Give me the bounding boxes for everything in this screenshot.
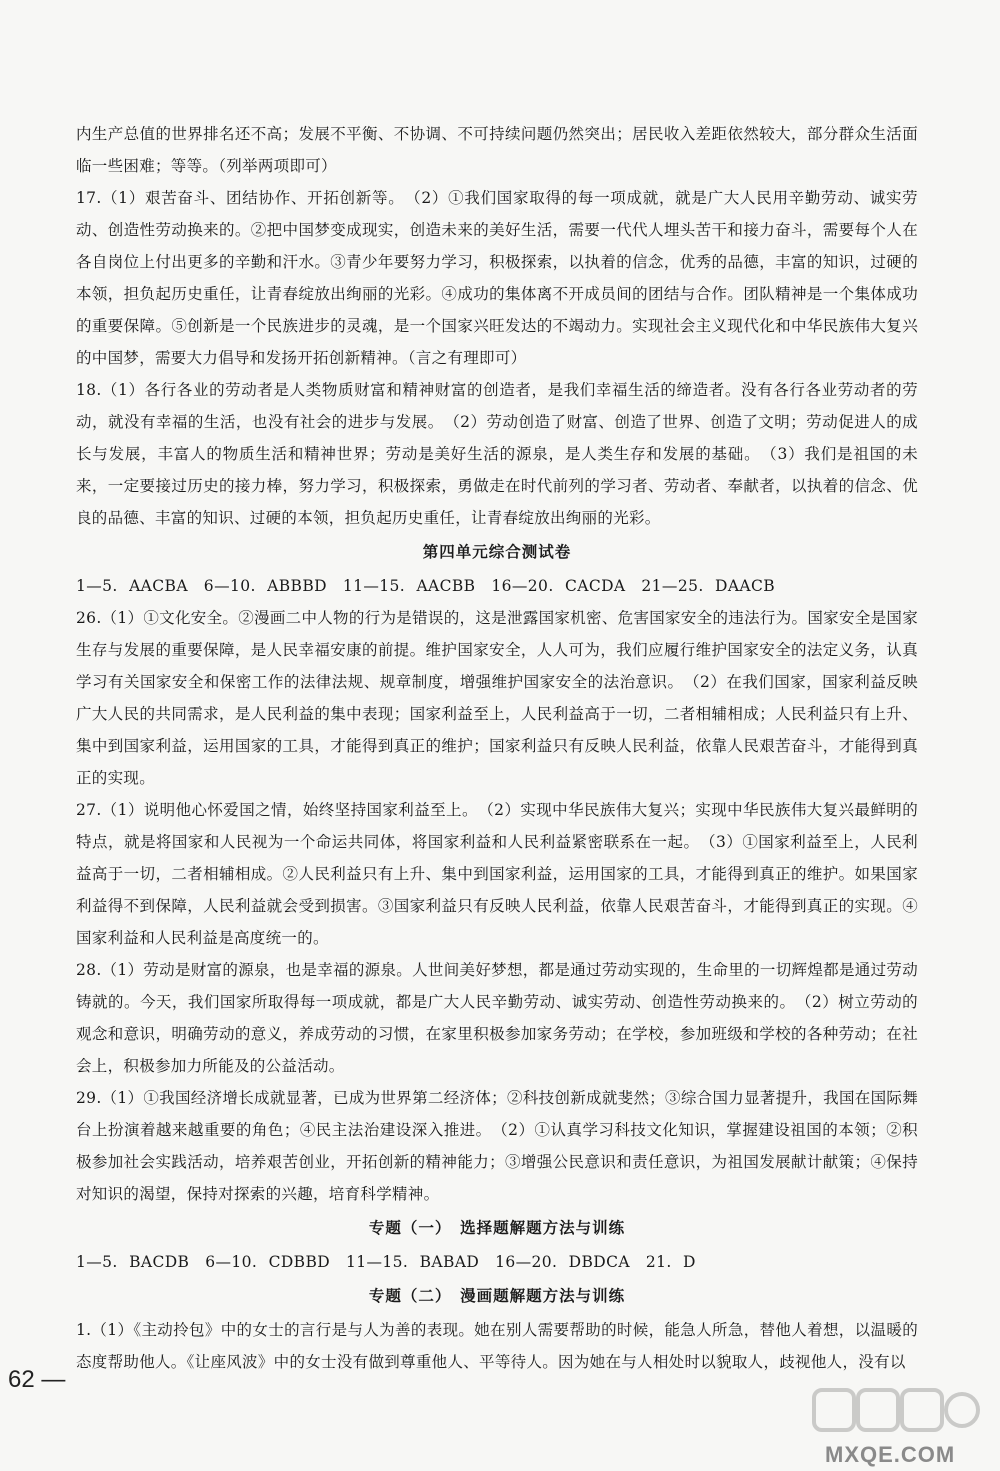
topic2-answer-1: 1.（1）《主动拎包》中的女士的言行是与人为善的表现。她在别人需要帮助的时候，能急人所急，替他人着想，以温暖的态度帮助他人。《让座风波》中的女士没有做到尊重他人、平等待人。因为她在与人相处时以貌取人，歧视他人，没有以: [76, 1321, 918, 1371]
answer-29: 29.（1）①我国经济增长成就显著，已成为世界第二经济体；②科技创新成就斐然；③综合国力显著提升，我国在国际舞台上扮演着越来越重要的角色；④民主法治建设深入推进。 （2）①认真学习科技文化知识，掌握建设祖国的本领；②积极参加社会实践活动，培养艰苦创业，开拓创新的精神能力；③增强公民意识和责任意识，为祖国发展献计献策；④保持对知识的渴望，保持对探索的兴趣，培育科学精神。: [76, 1089, 918, 1203]
section-title-topic2: 专题（二） 漫画题解题方法与训练: [368, 1286, 626, 1305]
watermark-text: MXQE.COM: [825, 1442, 956, 1467]
section-title-topic1: 专题（一） 选择题解题方法与训练: [368, 1218, 626, 1237]
section-title-unit4: 第四单元综合测试卷: [422, 542, 572, 561]
answer-26: 26.（1）①文化安全。②漫画二中人物的行为是错误的，这是泄露国家机密、危害国家安全的违法行为。国家安全是国家生存与发展的重要保障，是人民幸福安康的前提。维护国家安全，人人可为，我们应履行维护国家安全的法定义务，认真学习有关国家安全和保密工作的法律法规、规章制度，增强维护国家安全的法治意识。 （2）在我们国家，国家利益反映广大人民的共同需求，是人民利益的集中表现；国家利益至上，人民利益高于一切，二者相辅相成；人民利益只有上升、集中到国家利益，运用国家的工具，才能得到真正的维护；国家利益只有反映人民利益，依靠人民艰苦奋斗，才能得到真正的实现。: [76, 609, 918, 787]
answer-18: 18.（1）各行各业的劳动者是人类物质财富和精神财富的创造者，是我们幸福生活的缔造者。没有各行各业劳动者的劳动，就没有幸福的生活，也没有社会的进步与发展。 （2）劳动创造了财富、创造了世界、创造了文明；劳动促进人的成长与发展，丰富人的物质生活和精神世界；劳动是美好生活的源泉，是人类生存和发展的基础。 （3）我们是祖国的未来，一定要接过历史的接力棒，努力学习，积极探索，勇做走在时代前列的学习者、劳动者、奉献者，以执着的信念、优良的品德、丰富的知识、过硬的本领，担负起历史重任，让青春绽放出绚丽的光彩。: [76, 381, 918, 527]
answer-17: 17.（1）艰苦奋斗、团结协作、开拓创新等。 （2）①我们国家取得的每一项成就，就是广大人民用辛勤劳动、诚实劳动、创造性劳动换来的。②把中国梦变成现实，创造未来的美好生活，需要一代代人埋头苦干和接力奋斗，需要每个人在各自岗位上付出更多的辛勤和汗水。③青少年要努力学习，积极探索，以执着的信念，优秀的品德，丰富的知识，过硬的本领，担负起历史重任，让青春绽放出绚丽的光彩。④成功的集体离不开成员间的团结与合作。团队精神是一个集体成功的重要保障。⑤创新是一个民族进步的灵魂，是一个国家兴旺发达的不竭动力。实现社会主义现代化和中华民族伟大复兴的中国梦，需要大力倡导和发扬开拓创新精神。（言之有理即可）: [76, 189, 918, 367]
choice-answers-unit4: 1—5. AACBA 6—10. ABBBD 11—15. AACBB 16—20. CACDA 21—25. DAACB: [76, 577, 776, 595]
page-content: [76, 118, 918, 1378]
choice-answers-topic1: 1—5. BACDB 6—10. CDBBD 11—15. BABAD 16—20. DBDCA 21. D: [76, 1253, 696, 1271]
answer-28: 28.（1）劳动是财富的源泉，也是幸福的源泉。人世间美好梦想，都是通过劳动实现的，生命里的一切辉煌都是通过劳动铸就的。今天，我们国家所取得每一项成就，都是广大人民辛勤劳动、诚实劳动、创造性劳动换来的。 （2）树立劳动的观念和意识，明确劳动的意义，养成劳动的习惯，在家里积极参加家务劳动；在学校，参加班级和学校的各种劳动；在社会上，积极参加力所能及的公益活动。: [76, 961, 918, 1075]
answer-27: 27.（1）说明他心怀爱国之情，始终坚持国家利益至上。 （2）实现中华民族伟大复兴；实现中华民族伟大复兴最鲜明的特点，就是将国家和人民视为一个命运共同体，将国家利益和人民利益紧密联系在一起。 （3）①国家利益至上，人民利益高于一切，二者相辅相成。②人民利益只有上升、集中到国家利益，运用国家的工具，才能得到真正的维护。如果国家利益得不到保障，人民利益就会受到损害。③国家利益只有反映人民利益，依靠人民艰苦奋斗，才能得到真正的实现。④国家利益和人民利益是高度统一的。: [76, 801, 918, 947]
page-number: 62 —: [8, 1366, 66, 1393]
paragraph-continued: 内生产总值的世界排名还不高；发展不平衡、不协调、不可持续问题仍然突出；居民收入差距依然较大，部分群众生活面临一些困难；等等。（列举两项即可）: [76, 125, 918, 175]
